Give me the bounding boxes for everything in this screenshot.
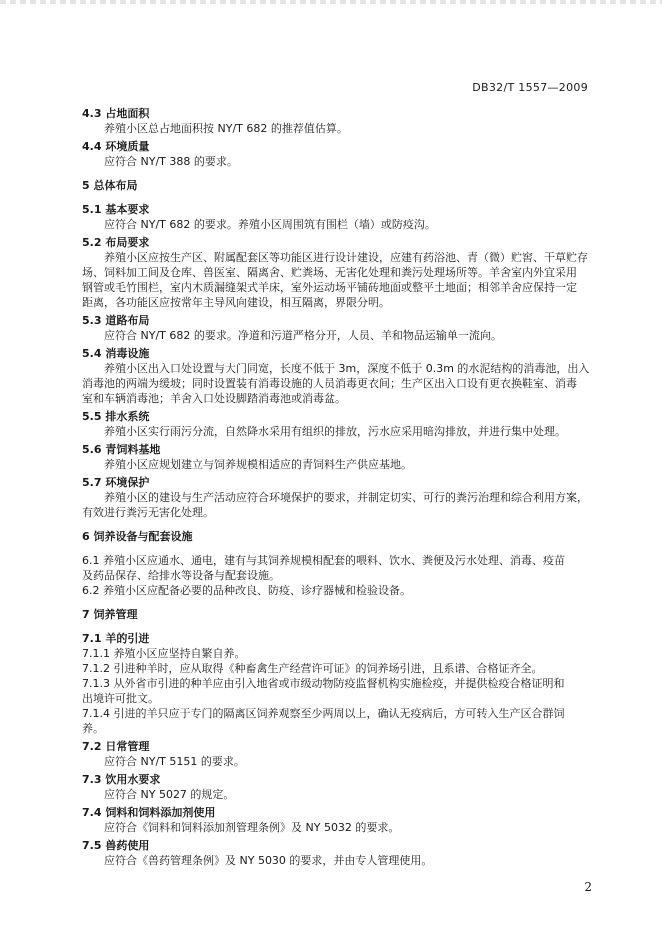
section-4-3-body: 养殖小区总占地面积按 NY/T 682 的推荐值估算。 (104, 122, 348, 135)
section-7-4-body: 应符合《饲料和饲料添加剂管理条例》及 NY 5032 的要求。 (104, 821, 400, 834)
section-7-1-1-body: 7.1.1 养殖小区应坚持自繁自养。 (82, 647, 246, 660)
section-4-4-title: 4.4 环境质量 (82, 140, 150, 153)
section-5-4-title: 5.4 消毒设施 (82, 347, 150, 360)
section-5-6-body: 养殖小区应规划建立与饲养规模相适应的青饲料生产供应基地。 (104, 458, 412, 471)
section-5-3-title: 5.3 道路布局 (82, 314, 150, 327)
section-5-7-body-line: 有效进行粪污无害化处理。 (82, 506, 214, 519)
document-id: DB32/T 1557—2009 (472, 81, 588, 94)
section-7-3-title: 7.3 饮用水要求 (82, 773, 161, 786)
section-7-1-4-body-line: 7.1.4 引进的羊只应于专门的隔离区饲养观察至少两周以上，确认无疫病后，方可转入生产区合群饲 (82, 707, 565, 720)
section-7-title: 7 饲养管理 (82, 608, 138, 621)
scan-edge-mark (0, 0, 662, 4)
section-5-title: 5 总体布局 (82, 179, 138, 192)
section-7-1-3-body-line: 7.1.3 从外省市引进的种羊应由引入地省或市级动物防疫监督机构实施检疫，并提供检疫合格证明和 (82, 677, 565, 690)
section-5-4-body-line: 室和车辆消毒池；羊舍入口处设脚踏消毒池或消毒盆。 (82, 392, 346, 405)
section-7-3-body: 应符合 NY 5027 的规定。 (104, 788, 235, 801)
section-5-2-title: 5.2 布局要求 (82, 236, 150, 249)
section-5-4-body-line: 消毒池的两端为缓坡；同时设置装有消毒设施的人员消毒更衣间；生产区出入口设有更衣换鞋室、消毒 (82, 377, 577, 390)
section-6-1-body-line: 及药品保存、给排水等设备与配套设施。 (82, 569, 280, 582)
section-6-title: 6 饲养设备与配套设施 (82, 530, 193, 543)
section-5-2-body-line: 钢管或毛竹围栏，室内木质漏缝架式羊床，室外运动场平铺砖地面或整平土地面；相邻羊舍应保持一定 (82, 281, 577, 294)
section-6-2-body: 6.2 养殖小区应配备必要的品种改良、防疫、诊疗器械和检验设备。 (82, 584, 411, 597)
section-7-2-body: 应符合 NY/T 5151 的要求。 (104, 755, 245, 768)
section-4-4-body: 应符合 NY/T 388 的要求。 (104, 155, 238, 168)
section-5-6-title: 5.6 青饲料基地 (82, 443, 161, 456)
section-5-1-title: 5.1 基本要求 (82, 203, 150, 216)
section-5-2-body-line: 养殖小区应按生产区、附属配套区等功能区进行设计建设，应建有药浴池、青（微）贮窖、干草贮存 (104, 251, 588, 264)
section-7-1-2-body: 7.1.2 引进种羊时，应从取得《种畜禽生产经营许可证》的饲养场引进，且系谱、合格证齐全。 (82, 662, 543, 675)
section-7-2-title: 7.2 日常管理 (82, 740, 150, 753)
section-7-5-body: 应符合《兽药管理条例》及 NY 5030 的要求，并由专人管理使用。 (104, 854, 433, 867)
section-7-1-3-body-line: 出境许可批文。 (82, 692, 159, 705)
section-5-7-body-line: 养殖小区的建设与生产活动应符合环境保护的要求，并制定切实、可行的粪污治理和综合利用方案， (104, 491, 588, 504)
section-7-4-title: 7.4 饲料和饲料添加剂使用 (82, 806, 216, 819)
section-5-3-body: 应符合 NY/T 682 的要求。净道和污道严格分开，人员、羊和物品运输单一流向。 (104, 329, 502, 342)
section-5-5-body: 养殖小区实行雨污分流，自然降水采用有组织的排放，污水应采用暗沟排放，并进行集中处理。 (104, 425, 566, 438)
section-7-1-title: 7.1 羊的引进 (82, 632, 150, 645)
section-7-5-title: 7.5 兽药使用 (82, 839, 150, 852)
section-5-2-body-line: 场、饲料加工间及仓库、兽医室、隔离舍、贮粪场、无害化处理和粪污处理场所等。羊舍室内外宜采用 (82, 266, 577, 279)
section-4-3-title: 4.3 占地面积 (82, 107, 150, 120)
section-5-2-body-line: 距离，各功能区应按常年主导风向建设，相互隔离，界限分明。 (82, 296, 390, 309)
page-content (82, 106, 602, 868)
section-5-1-body: 应符合 NY/T 682 的要求。养殖小区周围筑有围栏（墙）或防疫沟。 (104, 218, 436, 231)
section-7-1-4-body-line: 养。 (82, 722, 104, 735)
section-5-4-body-line: 养殖小区出入口处设置与大门同宽，长度不低于 3m，深度不低于 0.3m 的水泥结构的消毒池，出入 (104, 362, 590, 375)
page-number: 2 (584, 880, 592, 894)
section-6-1-body-line: 6.1 养殖小区应通水、通电，建有与其饲养规模相配套的喂料、饮水、粪便及污水处理、消毒、疫苗 (82, 554, 565, 567)
section-5-7-title: 5.7 环境保护 (82, 476, 150, 489)
section-5-5-title: 5.5 排水系统 (82, 410, 150, 423)
